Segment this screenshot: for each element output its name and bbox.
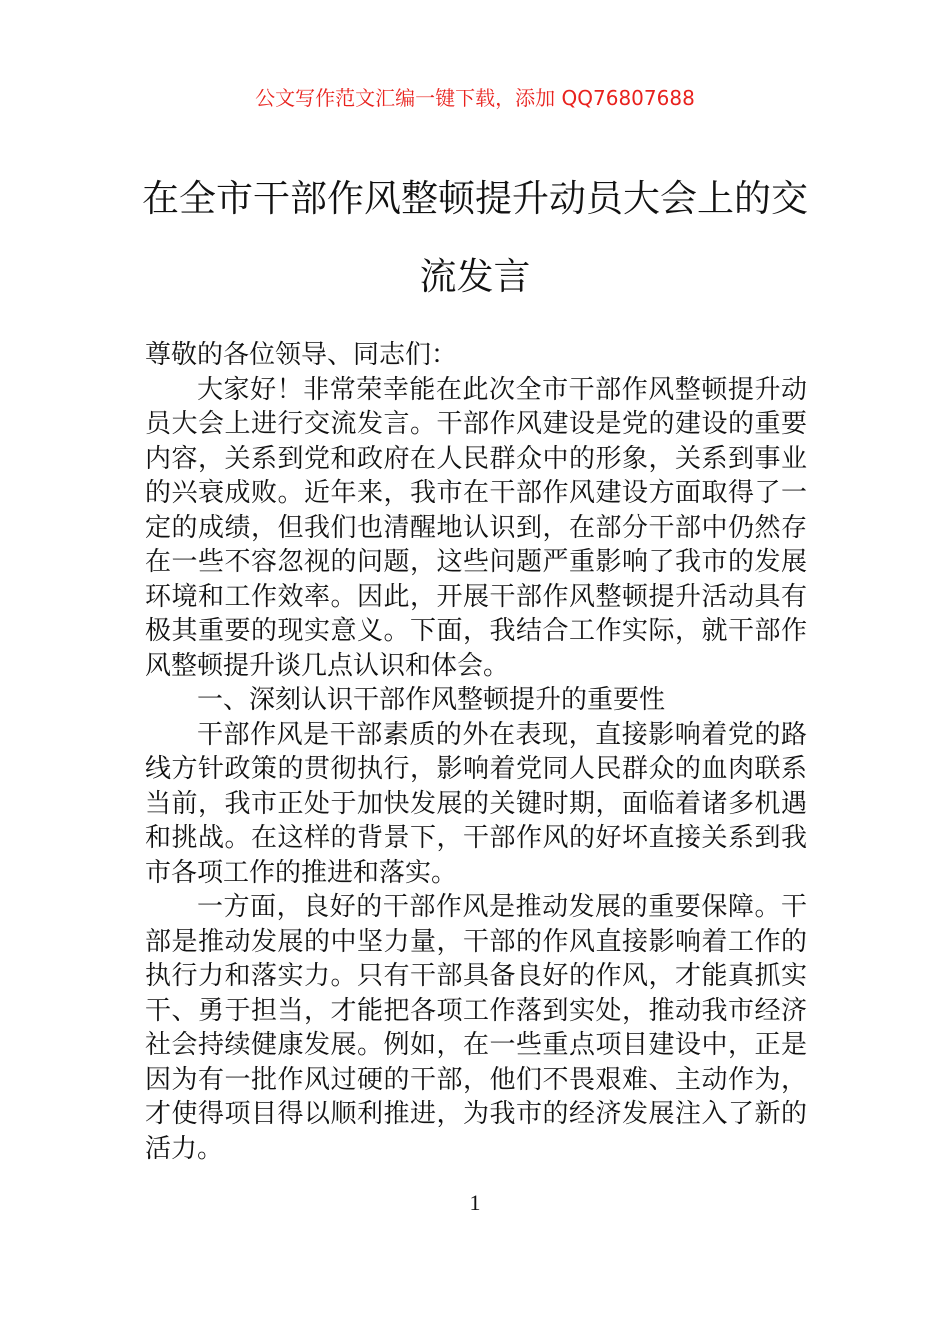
paragraph-importance: 干部作风是干部素质的外在表现，直接影响着党的路线方针政策的贯彻执行，影响着党同人民群众的血肉联系当前，我市正处于加快发展的关键时期，面临着诸多机遇和挑战。在这样的背景下，干部作风的好坏直接关系到我市各项工作的推进和落实。 (145, 719, 807, 888)
paragraph-guarantee: 一方面，良好的干部作风是推动发展的重要保障。干部是推动发展的中坚力量，干部的作风直接影响着工作的执行力和落实力。只有干部具备良好的作风，才能真抓实干、勇于担当，才能把各项工作落到实处，推动我市经济社会持续健康发展。例如，在一些重点项目建设中，正是因为有一批作风过硬的干部，他们不畏艰难、主动作为，才使得项目得以顺利推进，为我市的经济发展注入了新的活力。 (145, 892, 807, 1164)
section-heading: 一、深刻认识干部作风整顿提升的重要性 (197, 685, 666, 715)
page-number: 1 (469, 1190, 481, 1215)
download-notice: 公文写作范文汇编一键下载，添加 QQ76807688 (255, 86, 695, 110)
paragraph-opening: 大家好！非常荣幸能在此次全市干部作风整顿提升动员大会上进行交流发言。干部作风建设是党的建设的重要内容，关系到党和政府在人民群众中的形象，关系到事业的兴衰成败。近年来，我市在干部作风建设方面取得了一定的成绩，但我们也清醒地认识到，在部分干部中仍然存在一些不容忽视的问题，这些问题严重影响了我市的发展环境和工作效率。因此，开展干部作风整顿提升活动具有极其重要的现实意义。下面，我结合工作实际，就干部作风整顿提升谈几点认识和体会。 (145, 374, 807, 681)
document-body (145, 338, 807, 1166)
document-title: 在全市干部作风整顿提升动员大会上的交流发言 (142, 177, 808, 298)
salutation: 尊敬的各位领导、同志们： (145, 340, 458, 370)
